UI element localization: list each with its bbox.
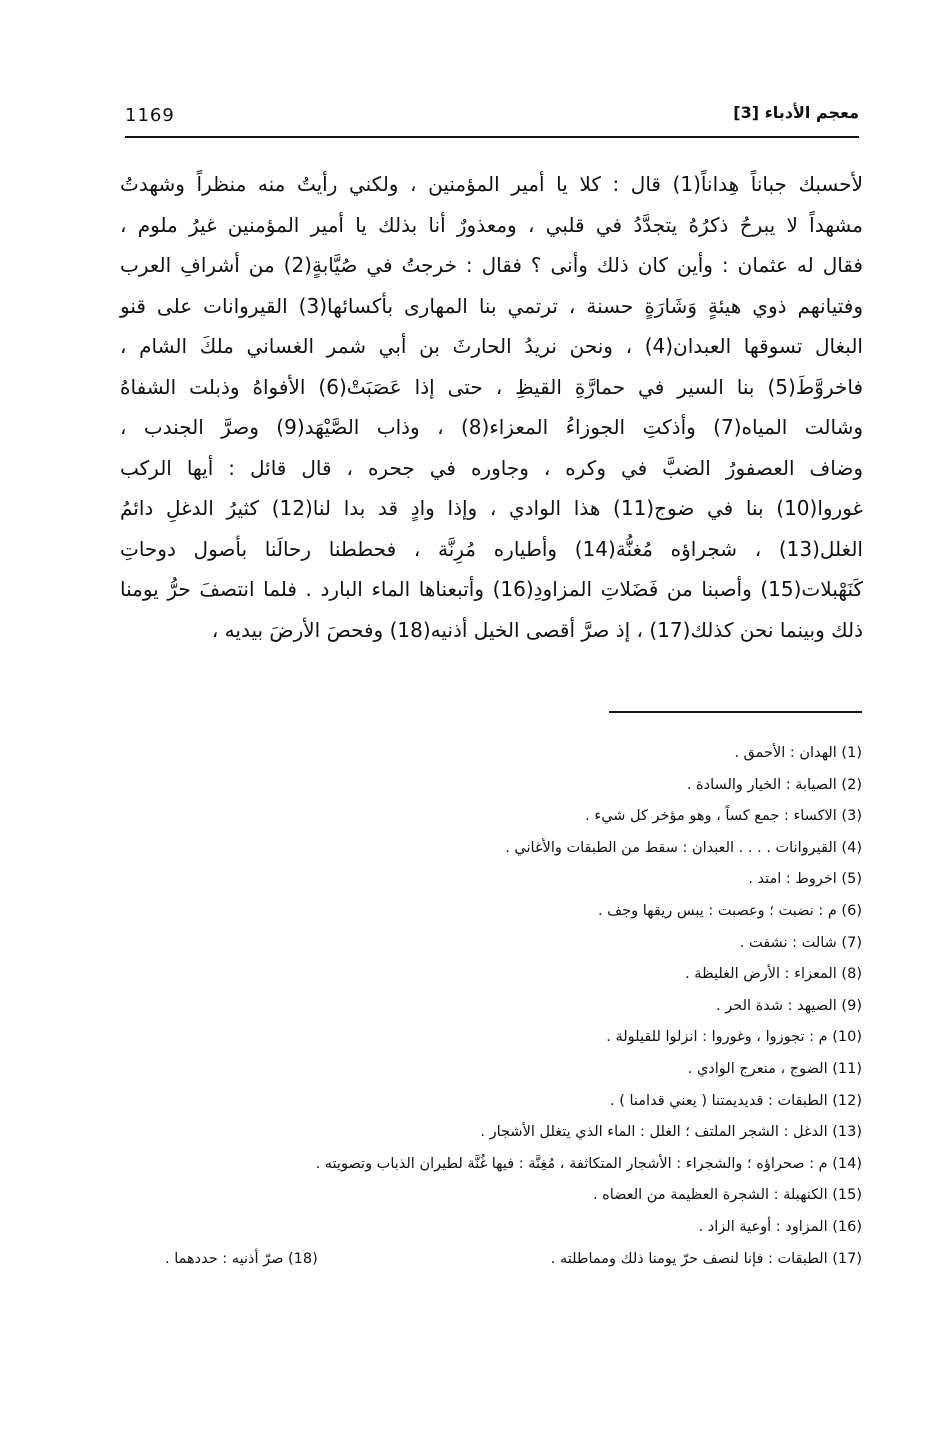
text-line: الغلل(13) ، شجراؤه مُغنُّة(14) وأطياره مُرِنَّة ، فحططنا رحالَنا بأصول دوحاتِ xyxy=(120,536,863,561)
footnote: (9) الصيهد : شدة الحر . xyxy=(716,997,862,1014)
footnote: (7) شالت : نشفت . xyxy=(739,934,862,951)
footnote: (16) المزاود : أوعية الزاد . xyxy=(698,1218,862,1235)
text-line: فاخروَّطَ(5) بنا السير في حمارَّةِ القيظِ ، حتى إذا عَصَبَتْ(6) الأفواهُ وذبلت الشفاهُ xyxy=(120,374,864,399)
text-line: وشالت المياه(7) وأذكتِ الجوزاءُ المعزاء(8) ، وذاب الصَّيْهَد(9) وصرَّ الجندب ، xyxy=(120,415,863,439)
footnote-18: (18) صرّ أذنيه : حددهما . xyxy=(165,1250,318,1267)
footnote: (5) اخروط : امتد . xyxy=(748,871,862,888)
page-number: 1169 xyxy=(125,105,175,126)
main-text xyxy=(120,164,863,650)
page-header xyxy=(125,103,859,137)
footnote: (11) الضوج ، منعرج الوادي . xyxy=(687,1060,862,1077)
text-line: لأحسبك جباناً هِداناً(1) قال : كلا يا أمير المؤمنين ، ولكني رأيتُ منه منظراً وشهدتُ xyxy=(120,172,864,196)
text-line: البغال تسوقها العبدان(4) ، ونحن نريدُ الحارثَ بن أبي شمر الغساني ملكَ الشام ، xyxy=(120,334,863,358)
footnote: (6) م : نضبت ؛ وعصبت : يبس ريقها وجف . xyxy=(597,902,862,919)
footnote: (12) الطبقات : قديديمتنا ( يعني قدامنا ) . xyxy=(610,1092,862,1109)
running-title: معجم الأدباء [3] xyxy=(733,103,859,122)
text-line: وفتيانهم ذوي هيئةٍ وَشَارَةٍ حسنة ، ترتمي بنا المهارى بأكسائها(3) القيروانات على قنو xyxy=(120,293,863,318)
footnote: (10) م : تجوزوا ، وغوروا : انزلوا للقيلولة . xyxy=(606,1029,862,1046)
text-line: كَنَهْبلات(15) وأصبنا من فَضَلاتِ المزاودِ(16) وأتبعناها الماء البارد . فلما انتصفَ حرُّ يومنا xyxy=(120,577,863,601)
footnote: (3) الاكساء : جمع كساً ، وهو مؤخر كل شيء . xyxy=(585,808,862,825)
footnote: (2) الصيابة : الخيار والسادة . xyxy=(686,776,862,793)
footnote: (17) الطبقات : فإنا لنصف حرّ يومنا ذلك ومماطلته . xyxy=(550,1250,862,1267)
header-rule xyxy=(125,136,859,138)
text-line: مشهداً لا يبرحُ ذكرُهُ يتجدَّدُ في قلبي ، ومعذورٌ أنا بذلك يا أمير المؤمنين غيرُ ملوم ، xyxy=(120,212,863,237)
footnote: (4) القيروانات . . . . العبدان : سقط من الطبقات والأغاني . xyxy=(505,839,862,856)
text-line: ذلك وبينما نحن كذلك(17) ، إذ صرَّ أقصى الخيل أذنيه(18) وفحصَ الأرضَ بيديه ، xyxy=(211,617,863,642)
footnote: (14) م : صحراؤه ؛ والشجراء : الأشجار المتكاثفة ، مُغِنَّة : فيها غُنَّة لطيران الذباب وتصويته . xyxy=(315,1155,862,1172)
footnote: (8) المعزاء : الأرض الغليظة . xyxy=(685,966,862,983)
text-line: فقال له عثمان : وأين كان ذلك وأنى ؟ فقال : خرجتُ في صُيَّابةٍ(2) من أشرافِ العرب xyxy=(120,253,863,277)
text-line: وضاف العصفورُ الضبَّ في وكره ، وجاوره في جحره ، قال قائل : أيها الركب xyxy=(120,455,863,480)
footnote: (15) الكنهبلة : الشجرة العظيمة من العضاه . xyxy=(592,1187,862,1204)
footnote: (1) الهدان : الأحمق . xyxy=(734,745,862,761)
footnote-row-17 xyxy=(125,1244,862,1276)
footnote: (13) الدغل : الشجر الملتف ؛ الغلل : الماء الذي يتغلل الأشجار . xyxy=(480,1124,862,1141)
footnotes xyxy=(125,738,862,1275)
text-line: غوروا(10) بنا في ضوج(11) هذا الوادي ، وإذا وادٍ قد بدا لنا(12) كثيرُ الدغلِ دائمُ xyxy=(120,496,863,520)
footnote-rule xyxy=(609,711,862,713)
